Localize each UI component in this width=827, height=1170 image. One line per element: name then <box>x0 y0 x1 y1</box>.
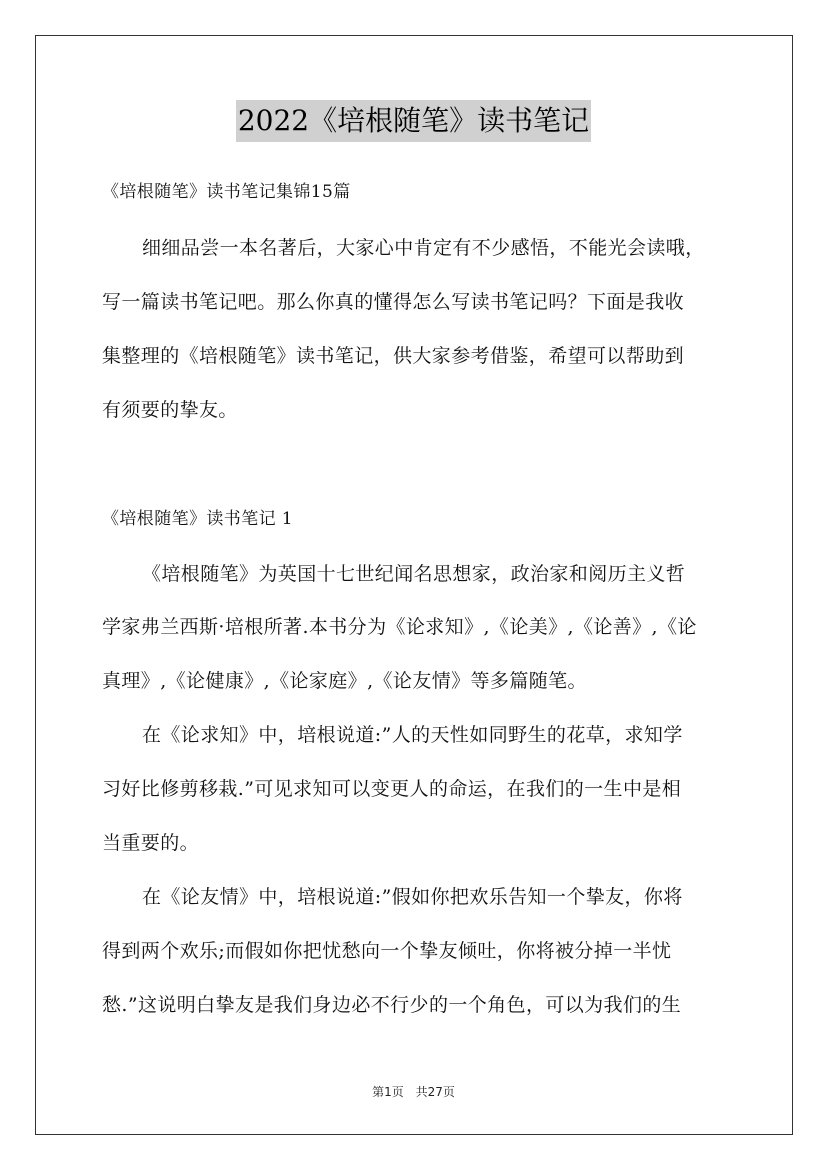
para1-line-1: 《培根随笔》为英国十七世纪闻名思想家，政治家和阅历主义哲 <box>142 563 686 585</box>
para1-line-2: 学家弗兰西斯·培根所著.本书分为《论求知》,《论美》,《论善》,《论 <box>102 616 697 638</box>
para2-line-1: 在《论求知》中，培根说道:”人的天性如同野生的花草，求知学 <box>142 724 683 746</box>
para3-line-1: 在《论友情》中，培根说道:”假如你把欢乐告知一个挚友，你将 <box>142 886 683 908</box>
intro-line-3: 集整理的《培根随笔》读书笔记，供大家参考借鉴，希望可以帮助到 <box>102 345 685 367</box>
section-heading: 《培根随笔》读书笔记 1 <box>102 509 294 529</box>
para1-line-3: 真理》,《论健康》,《论家庭》,《论友情》等多篇随笔。 <box>102 670 587 692</box>
para2-line-3: 当重要的。 <box>102 832 200 854</box>
para3-line-3: 愁.”这说明白挚友是我们身边必不行少的一个角色，可以为我们的生 <box>102 994 682 1016</box>
page-number: 第1页 <box>372 1085 404 1099</box>
para3-line-2: 得到两个欢乐;而假如你把忧愁向一个挚友倾吐，你将被分掉一半忧 <box>102 940 672 962</box>
title-container <box>0 100 827 142</box>
intro-line-1: 细细品尝一本名著后，大家心中肯定有不少感悟，不能光会读哦， <box>142 237 705 259</box>
page-footer <box>0 1083 827 1100</box>
document-title: 2022《培根随笔》读书笔记 <box>236 100 591 142</box>
page-total: 共27页 <box>415 1085 455 1099</box>
intro-line-2: 写一篇读书笔记吧。那么你真的懂得怎么写读书笔记吗？下面是我收 <box>102 291 685 313</box>
para2-line-2: 习好比修剪移栽.”可见求知可以变更人的命运，在我们的一生中是相 <box>102 778 682 800</box>
intro-line-4: 有须要的挚友。 <box>102 399 238 421</box>
document-subtitle: 《培根随笔》读书笔记集锦15篇 <box>102 182 351 202</box>
